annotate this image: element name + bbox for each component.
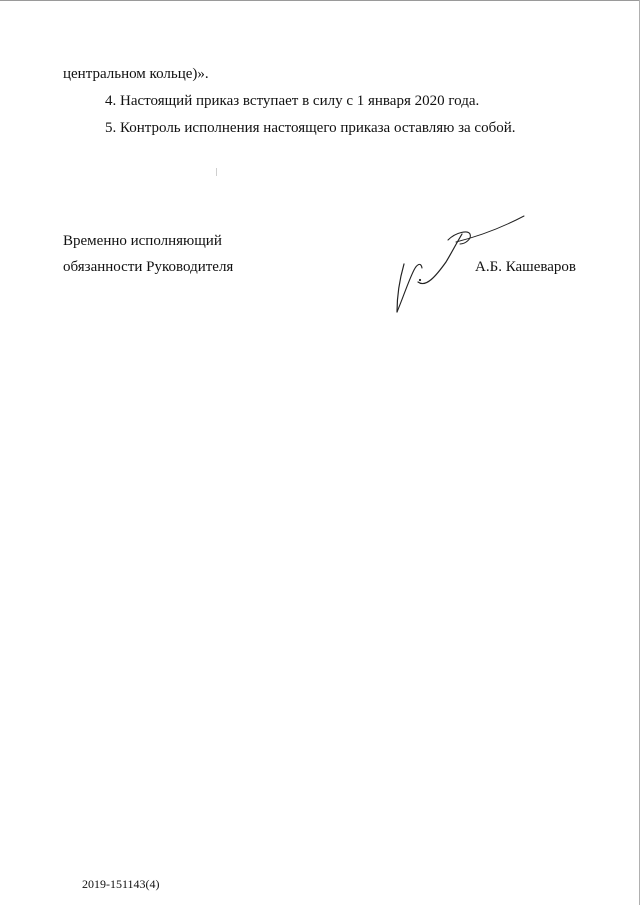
page-top-edge <box>0 0 640 1</box>
paragraph-tail: центральном кольце)». <box>63 66 209 82</box>
scan-artifact <box>216 168 217 176</box>
signatory-position-line-1: Временно исполняющий <box>63 233 222 249</box>
order-item-5: 5. Контроль исполнения настоящего приказа оставляю за собой. <box>105 120 516 136</box>
signatory-position-line-2: обязанности Руководителя <box>63 259 234 275</box>
order-item-4: 4. Настоящий приказ вступает в силу с 1 января 2020 года. <box>105 93 480 109</box>
document-number: 2019-151143(4) <box>82 877 160 891</box>
signatory-name: А.Б. Кашеваров <box>475 259 576 275</box>
